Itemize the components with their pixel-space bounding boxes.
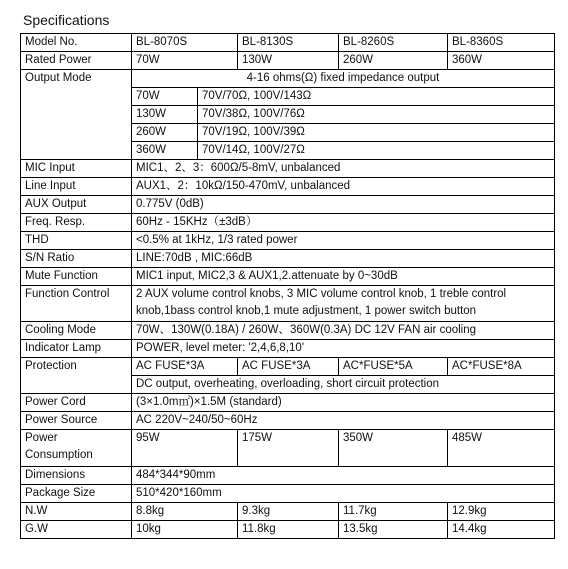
table-cell: 260W [132,124,198,142]
page-title: Specifications [23,12,110,28]
table-row [21,340,555,358]
table-cell: POWER, level meter: '2,4,6,8,10' [132,340,555,358]
table-cell: AC 220V~240/50~60Hz [132,412,555,430]
table-cell: (3×1.0m㎡)×1.5M (standard) [132,394,555,412]
table-cell: 70W [132,52,238,70]
table-cell: BL-8260S [339,34,448,52]
row-label: Line Input [21,178,132,196]
table-cell: 8.8kg [132,503,238,521]
row-label: Cooling Mode [21,322,132,340]
table-row [21,250,555,268]
row-label: THD [21,232,132,250]
table-cell: 11.7kg [339,503,448,521]
table-row [21,214,555,232]
table-cell: 2 AUX volume control knobs, 3 MIC volume control knob, 1 treble control knob,1bass control knob,1 mute adjustment, 1 power switch button [132,286,555,322]
row-label: Function Control [21,286,132,322]
table-row [21,503,555,521]
table-cell: 484*344*90mm [132,467,555,485]
table-cell: 60Hz - 15KHz（±3dB） [132,214,555,232]
table-row [21,286,555,322]
table-row [21,232,555,250]
table-cell: 11.8kg [238,521,339,539]
table-row [21,70,555,88]
table-cell: BL-8360S [448,34,555,52]
row-label: Output Mode [21,70,132,160]
row-label: N.W [21,503,132,521]
table-row [21,178,555,196]
table-cell: 70V/70Ω, 100V/143Ω [198,88,555,106]
table-cell: 360W [132,142,198,160]
table-cell: 360W [448,52,555,70]
table-cell: LINE:70dB , MIC:66dB [132,250,555,268]
row-label: Mute Function [21,268,132,286]
table-row [21,160,555,178]
table-row [21,358,555,376]
table-cell: AC FUSE*3A [238,358,339,376]
row-label: Protection [21,358,132,394]
table-row [21,322,555,340]
table-cell: 70V/14Ω, 100V/27Ω [198,142,555,160]
table-cell: <0.5% at 1kHz, 1/3 rated power [132,232,555,250]
table-row [21,430,555,467]
table-row [21,485,555,503]
table-cell: AUX1、2：10kΩ/150-470mV, unbalanced [132,178,555,196]
table-cell: 0.775V (0dB) [132,196,555,214]
specifications-table [20,33,555,539]
row-label: Indicator Lamp [21,340,132,358]
table-cell: 260W [339,52,448,70]
table-cell: 70V/38Ω, 100V/76Ω [198,106,555,124]
row-label: S/N Ratio [21,250,132,268]
row-label: Package Size [21,485,132,503]
table-cell: AC FUSE*3A [132,358,238,376]
table-row [21,394,555,412]
table-cell: MIC1 input, MIC2,3 & AUX1,2.attenuate by 0~30dB [132,268,555,286]
row-label: Power Consumption [21,430,132,467]
row-label: Power Source [21,412,132,430]
table-cell: 9.3kg [238,503,339,521]
table-cell: 130W [132,106,198,124]
table-cell: 70W、130W(0.18A) / 260W、360W(0.3A) DC 12V FAN air cooling [132,322,555,340]
row-label: Model No. [21,34,132,52]
table-row [21,521,555,539]
table-cell: DC output, overheating, overloading, short circuit protection [132,376,555,394]
row-label: AUX Output [21,196,132,214]
table-cell: 14.4kg [448,521,555,539]
table-row [21,196,555,214]
table-cell: 95W [132,430,238,467]
table-cell: BL-8130S [238,34,339,52]
table-cell: 510*420*160mm [132,485,555,503]
table-row [21,412,555,430]
table-cell: 70V/19Ω, 100V/39Ω [198,124,555,142]
table-row [21,467,555,485]
table-row [21,34,555,52]
table-row [21,268,555,286]
table-cell: 350W [339,430,448,467]
table-cell: 10kg [132,521,238,539]
row-label: Power Cord [21,394,132,412]
table-cell: BL-8070S [132,34,238,52]
table-cell: 12.9kg [448,503,555,521]
row-label: Freq. Resp. [21,214,132,232]
table-cell: 485W [448,430,555,467]
row-label: G.W [21,521,132,539]
table-cell: AC*FUSE*5A [339,358,448,376]
row-label: Dimensions [21,467,132,485]
table-cell: 70W [132,88,198,106]
table-cell: 175W [238,430,339,467]
table-cell: 4-16 ohms(Ω) fixed impedance output [132,70,555,88]
table-row [21,52,555,70]
table-cell: 13.5kg [339,521,448,539]
table-cell: AC*FUSE*8A [448,358,555,376]
table-cell: MIC1、2、3：600Ω/5-8mV, unbalanced [132,160,555,178]
table-cell: 130W [238,52,339,70]
row-label: Rated Power [21,52,132,70]
row-label: MIC Input [21,160,132,178]
